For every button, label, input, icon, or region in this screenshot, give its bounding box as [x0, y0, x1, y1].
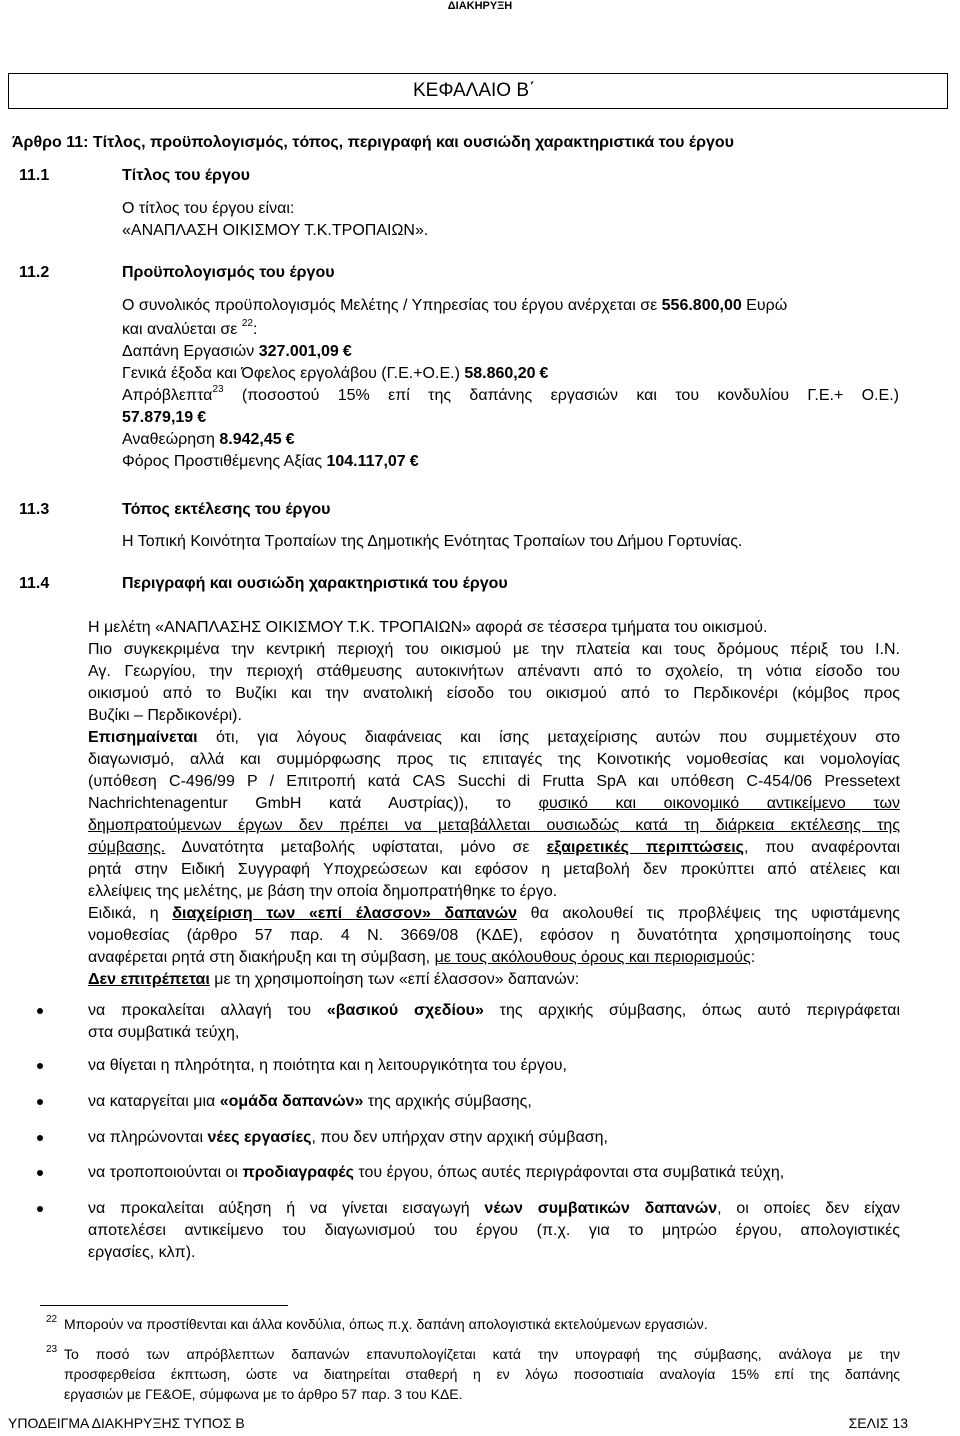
bullet-icon	[37, 1099, 43, 1105]
project-title: «ΑΝΑΠΛΑΣΗ ΟΙΚΙΣΜΟΥ Τ.Κ.ΤΡΟΠΑΙΩΝ».	[122, 222, 429, 239]
text-line: δημοπρατούμενων έργων δεν πρέπει να μεταβάλλεται ουσιωδώς κατά τη διάρκεια εκτέλεσης της	[88, 817, 900, 834]
euro-icon: €	[197, 409, 207, 426]
text-line: Δεν επιτρέπεται με τη χρησιμοποίηση των «επί έλασσον» δαπανών:	[88, 971, 580, 988]
text-line: αναφέρεται ρητά στη διακήρυξη και τη σύμβαση, με τους ακόλουθους όρους και περιορισμούς:	[88, 949, 756, 966]
text-line: (υπόθεση C-496/99 P / Επιτροπή κατά CAS Succhi di Frutta SpA και υπόθεση C-454/06 Pressetext	[88, 773, 900, 790]
section-number: 11.3	[19, 501, 50, 518]
budget-line-revision: Αναθεώρηση 8.942,45 €	[122, 431, 295, 448]
budget-line-vat: Φόρος Προστιθέμενης Αξίας 104.117,07 €	[122, 453, 419, 470]
budget-line-contingency-amount: 57.879,19 €	[122, 409, 207, 426]
section-number: 11.2	[19, 264, 50, 281]
text-line: Ειδικά, η διαχείριση των «επί έλασσον» δαπανών θα ακολουθεί τις προβλέψεις της υφιστάμενης	[88, 905, 901, 922]
page-header: ΔΙΑΚΗΡΥΞΗ	[447, 0, 513, 12]
budget-line-overhead: Γενικά έξοδα και Όφελος εργολάβου (Γ.Ε.+Ο.Ε.) 58.860,20 €	[122, 365, 549, 382]
text-line: οικισμού από το Βυζίκι και την ανατολική είσοδο του οικισμού από το Περδικονέρι (κόμβος προς	[88, 685, 900, 702]
budget-line-contingency: Απρόβλεπτα$^{23}$ (ποσοστού 15% επί της δαπάνης εργασιών και του κονδυλίου Γ.Ε.+ Ο.Ε.)	[122, 384, 899, 404]
list-item: να προκαλείται αύξηση ή να γίνεται εισαγωγή νέων συμβατικών δαπανών, οι οποίες δεν είχαν αποτελέσει αντικείμενο του διαγωνισμού του έργου (π.χ. για το μητρώο έργου, απολογιστικές εργασίες, κλπ).	[88, 1200, 901, 1261]
euro-icon: €	[539, 365, 549, 382]
text-line: ελλείψεις της μελέτης, με βάση την οποία δημοπρατήθηκε το έργο.	[88, 883, 558, 900]
footer-page-number: ΣΕΛΙΣ 13	[848, 1415, 908, 1431]
euro-icon: €	[342, 343, 352, 360]
bullet-icon	[37, 1170, 43, 1176]
footnote-number: 22	[46, 1314, 58, 1325]
euro-icon: €	[409, 453, 419, 470]
bullet-icon	[37, 1135, 43, 1141]
list-item: να προκαλείται αλλαγή του «βασικού σχεδίου» της αρχικής σύμβασης, όπως αυτό περιγράφεται στα συμβατικά τεύχη,	[88, 1002, 901, 1041]
text-line: ρητά στην Ειδική Συγγραφή Υποχρεώσεων και εφόσον η μεταβολή δεν προκύπτει από ατέλειες και	[88, 861, 900, 878]
bullet-icon	[37, 1008, 43, 1014]
euro-icon: €	[285, 431, 295, 448]
footnote-text: Το ποσό των απρόβλεπτων δαπανών επανυπολογίζεται κατά την υπογραφή της σύμβασης, ανάλογα με την προσφερθείσα έκπτωση, ώστε να διατηρείται σταθερή η εν λόγω ποσοστιαία αναλογία 15% επί της δαπάνης εργασιών με ΓΕ&ΟΕ, σύμφωνα με το άρθρο 57 παρ. 3 του ΚΔΕ.	[64, 1346, 900, 1402]
text-line: Nachrichtenagentur GmbH κατά Αυστρίας)), το φυσικό και οικονομικό αντικείμενο των	[88, 795, 901, 812]
text-line: σύμβασης. Δυνατότητα μεταβολής υφίσταται, μόνο σε εξαιρετικές περιπτώσεις, που αναφέρονται	[88, 839, 900, 856]
text-line: Η μελέτη «ΑΝΑΠΛΑΣΗΣ ΟΙΚΙΣΜΟΥ Τ.Κ. ΤΡΟΠΑΙΩΝ» αφορά σε τέσσερα τμήματα του οικισμού.	[88, 619, 768, 636]
bullet-icon	[37, 1063, 43, 1069]
section-number: 11.4	[19, 575, 50, 592]
text-line: Επισημαίνεται ότι, για λόγους διαφάνειας και ίσης μεταχείρισης αυτών που συμμετέχουν στο	[88, 729, 900, 746]
article-title: Άρθρο 11: Τίτλος, προϋπολογισμός, τόπος, περιγραφή και ουσιώδη χαρακτηριστικά του έργου	[12, 134, 734, 151]
budget-line-works: Δαπάνη Εργασιών 327.001,09 €	[122, 343, 352, 360]
text-line: Η Τοπική Κοινότητα Τροπαίων της Δημοτικής Ενότητας Τροπαίων του Δήμου Γορτυνίας.	[122, 533, 743, 550]
text-line: Ο συνολικός προϋπολογισμός Μελέτης / Υπηρεσίας του έργου ανέρχεται σε 556.800,00 Ευρώ	[122, 297, 788, 314]
text-line: Ο τίτλος του έργου είναι:	[122, 200, 295, 217]
text-line: νομοθεσίας (άρθρο 57 παρ. 4 Ν. 3669/08 (ΚΔΕ), εφόσον η δυνατότητα χρησιμοποίησης τους	[88, 927, 900, 944]
text-line: Αγ. Γεωργίου, την περιοχή στάθμευσης αυτοκινήτων απέναντι από το σχολείο, τη νότια είσοδο του	[88, 663, 900, 680]
footnote-divider	[40, 1305, 288, 1306]
chapter-box	[8, 73, 948, 109]
section-title: Προϋπολογισμός του έργου	[122, 264, 335, 281]
section-title: Περιγραφή και ουσιώδη χαρακτηριστικά του έργου	[122, 575, 508, 592]
section-number: 11.1	[19, 167, 50, 184]
section-title: Τόπος εκτέλεσης του έργου	[122, 501, 331, 518]
chapter-title: ΚΕΦΑΛΑΙΟ Β΄	[413, 80, 536, 101]
footnote-text: Μπορούν να προστίθενται και άλλα κονδύλια, όπως π.χ. δαπάνη απολογιστικά εκτελούμενων εργασιών.	[64, 1316, 708, 1332]
list-item: να θίγεται η πληρότητα, η ποιότητα και η λειτουργικότητα του έργου,	[88, 1057, 567, 1074]
text-line: Πιο συγκεκριμένα την κεντρική περιοχή του οικισμού με την πλατεία και τους δρόμους πέριξ του Ι.Ν.	[88, 641, 900, 658]
bullet-icon	[37, 1206, 43, 1212]
text-line: διαγωνισμό, αλλά και συμμόρφωσης προς τις επιταγές της Κοινοτικής νομοθεσίας και νομολογίας	[88, 751, 900, 768]
list-item: να πληρώνονται νέες εργασίες, που δεν υπήρχαν στην αρχική σύμβαση,	[88, 1129, 608, 1146]
list-item: να καταργείται μια «ομάδα δαπανών» της αρχικής σύμβασης,	[88, 1093, 532, 1110]
footnote-number: 23	[46, 1344, 58, 1355]
text-line: Βυζίκι – Περδικονέρι).	[88, 707, 242, 724]
section-title: Τίτλος του έργου	[122, 167, 250, 184]
text-line: και αναλύεται σε $^{22}$:	[122, 318, 258, 338]
footer-left: ΥΠΟΔΕΙΓΜΑ ΔΙΑΚΗΡΥΞΗΣ ΤΥΠΟΣ Β	[8, 1415, 245, 1431]
list-item: να τροποποιούνται οι προδιαγραφές του έργου, όπως αυτές περιγράφονται στα συμβατικά τεύχη,	[88, 1164, 785, 1181]
